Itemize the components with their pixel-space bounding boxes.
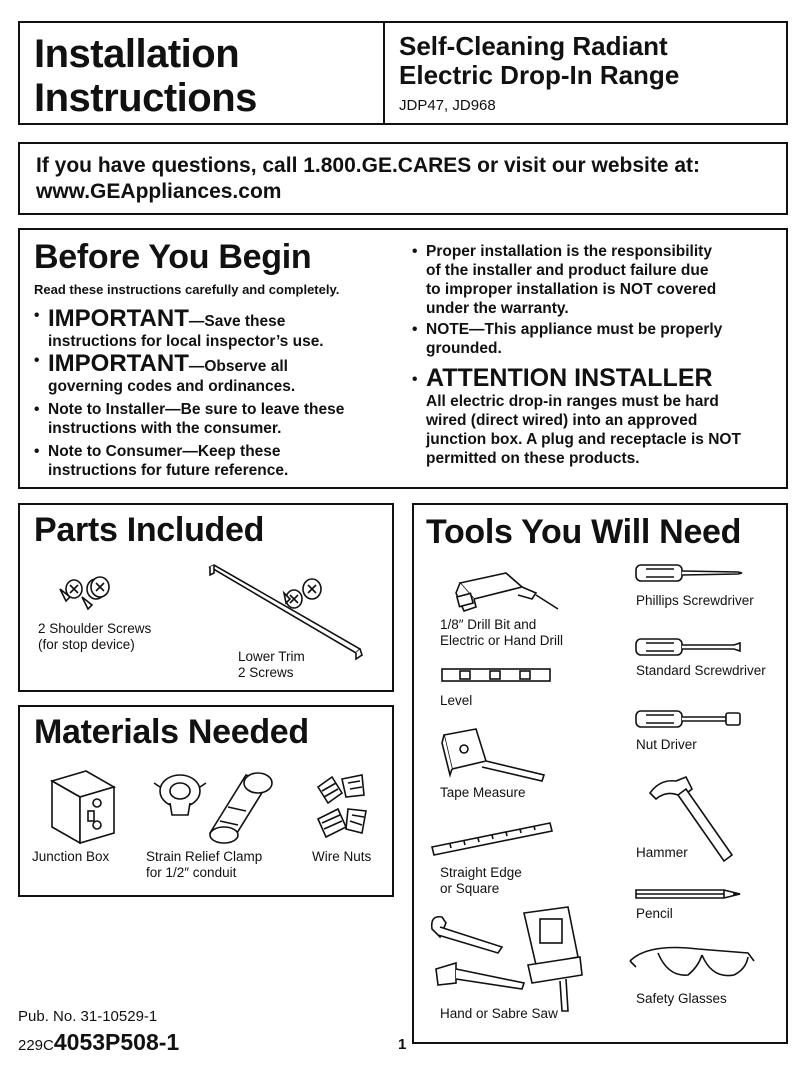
drill-label-line1: 1/8″ Drill Bit and: [440, 617, 537, 632]
model-numbers: JDP47, JD968: [399, 97, 496, 114]
contact-box: [18, 142, 788, 215]
junction-box-icon: [48, 767, 118, 845]
part-code: 229C4053P508-1: [18, 1029, 180, 1055]
product-name-line1: Self-Cleaning Radiant: [399, 31, 668, 61]
important-codes: • IMPORTANT—Observe all governing codes and ordinances.: [34, 350, 296, 395]
strain-clamp-label-line2: for 1/2″ conduit: [146, 865, 237, 880]
contact-line1: If you have questions, call 1.800.GE.CARES or visit our website at:: [36, 154, 701, 177]
shoulder-screws-icon: [56, 571, 116, 611]
wire-nuts-label: Wire Nuts: [312, 849, 372, 864]
level-label: Level: [440, 693, 473, 708]
saw-icon: [428, 907, 598, 1019]
trim-label-line2: 2 Screws: [238, 665, 294, 680]
tape-measure-icon: [438, 727, 548, 783]
straight-edge-icon: [430, 821, 554, 859]
straight-edge-label-line2: or Square: [440, 881, 500, 896]
publication-number: Pub. No. 31-10529-1: [18, 1008, 158, 1025]
safety-glasses-icon: [628, 941, 758, 987]
section-title-before: Before You Begin: [34, 238, 312, 276]
section-title-tools: Tools You Will Need: [426, 513, 742, 551]
level-icon: [440, 665, 552, 685]
tools-section: [412, 503, 788, 1044]
note-installer: • Note to Installer—Be sure to leave these instructions with the consumer.: [34, 401, 345, 437]
junction-box-label: Junction Box: [32, 849, 110, 864]
section-title-parts: Parts Included: [34, 511, 265, 549]
strain-relief-clamp-icon: [150, 763, 280, 845]
nut-driver-icon: [634, 709, 744, 729]
phillips-label: Phillips Screwdriver: [636, 593, 754, 608]
standard-screwdriver-icon: [634, 637, 744, 657]
safety-glasses-label: Safety Glasses: [636, 991, 727, 1006]
before-you-begin-section: [18, 228, 788, 489]
drill-label-line2: Electric or Hand Drill: [440, 633, 564, 648]
note-consumer: • Note to Consumer—Keep these instructions for future reference.: [34, 443, 289, 479]
screws-label-line1: 2 Shoulder Screws: [38, 621, 152, 636]
doc-title-line2: Instructions: [34, 76, 257, 120]
website-link[interactable]: www.GEAppliances.com: [36, 180, 282, 203]
proper-installation: • Proper installation is the responsibility of the installer and product failure due to improper installation is NOT covered under the warranty.: [412, 243, 717, 317]
strain-clamp-label-line1: Strain Relief Clamp: [146, 849, 263, 864]
materials-needed-section: [18, 705, 394, 897]
wire-nuts-icon: [312, 769, 372, 841]
important-save: • IMPORTANT—Save these instructions for local inspector’s use.: [34, 305, 324, 350]
note-grounded: • NOTE—This appliance must be properly grounded.: [412, 321, 723, 357]
phillips-screwdriver-icon: [634, 563, 744, 583]
straight-edge-label-line1: Straight Edge: [440, 865, 522, 880]
pencil-label: Pencil: [636, 906, 673, 921]
drill-icon: [450, 569, 560, 615]
title-box: [18, 21, 384, 125]
read-note: Read these instructions carefully and completely.: [34, 282, 340, 297]
attention-installer: • ATTENTION INSTALLER All electric drop-in ranges must be hard wired (direct wired) into an approved junction box. A plug and receptacle is NOT permitted on these products.: [412, 364, 741, 467]
product-box: [383, 21, 788, 125]
pencil-icon: [634, 887, 744, 901]
parts-included-section: [18, 503, 394, 692]
section-title-materials: Materials Needed: [34, 713, 309, 751]
screws-label-line2: (for stop device): [38, 637, 135, 652]
product-name-line2: Electric Drop-In Range: [399, 60, 680, 90]
doc-title-line1: Installation: [34, 32, 240, 76]
page-number: 1: [398, 1036, 407, 1053]
nut-driver-label: Nut Driver: [636, 737, 697, 752]
standard-label: Standard Screwdriver: [636, 663, 766, 678]
lower-trim-icon: [204, 563, 364, 659]
trim-label-line1: Lower Trim: [238, 649, 305, 664]
tape-measure-label: Tape Measure: [440, 785, 526, 800]
saw-label: Hand or Sabre Saw: [440, 1006, 558, 1021]
hammer-label: Hammer: [636, 845, 688, 860]
